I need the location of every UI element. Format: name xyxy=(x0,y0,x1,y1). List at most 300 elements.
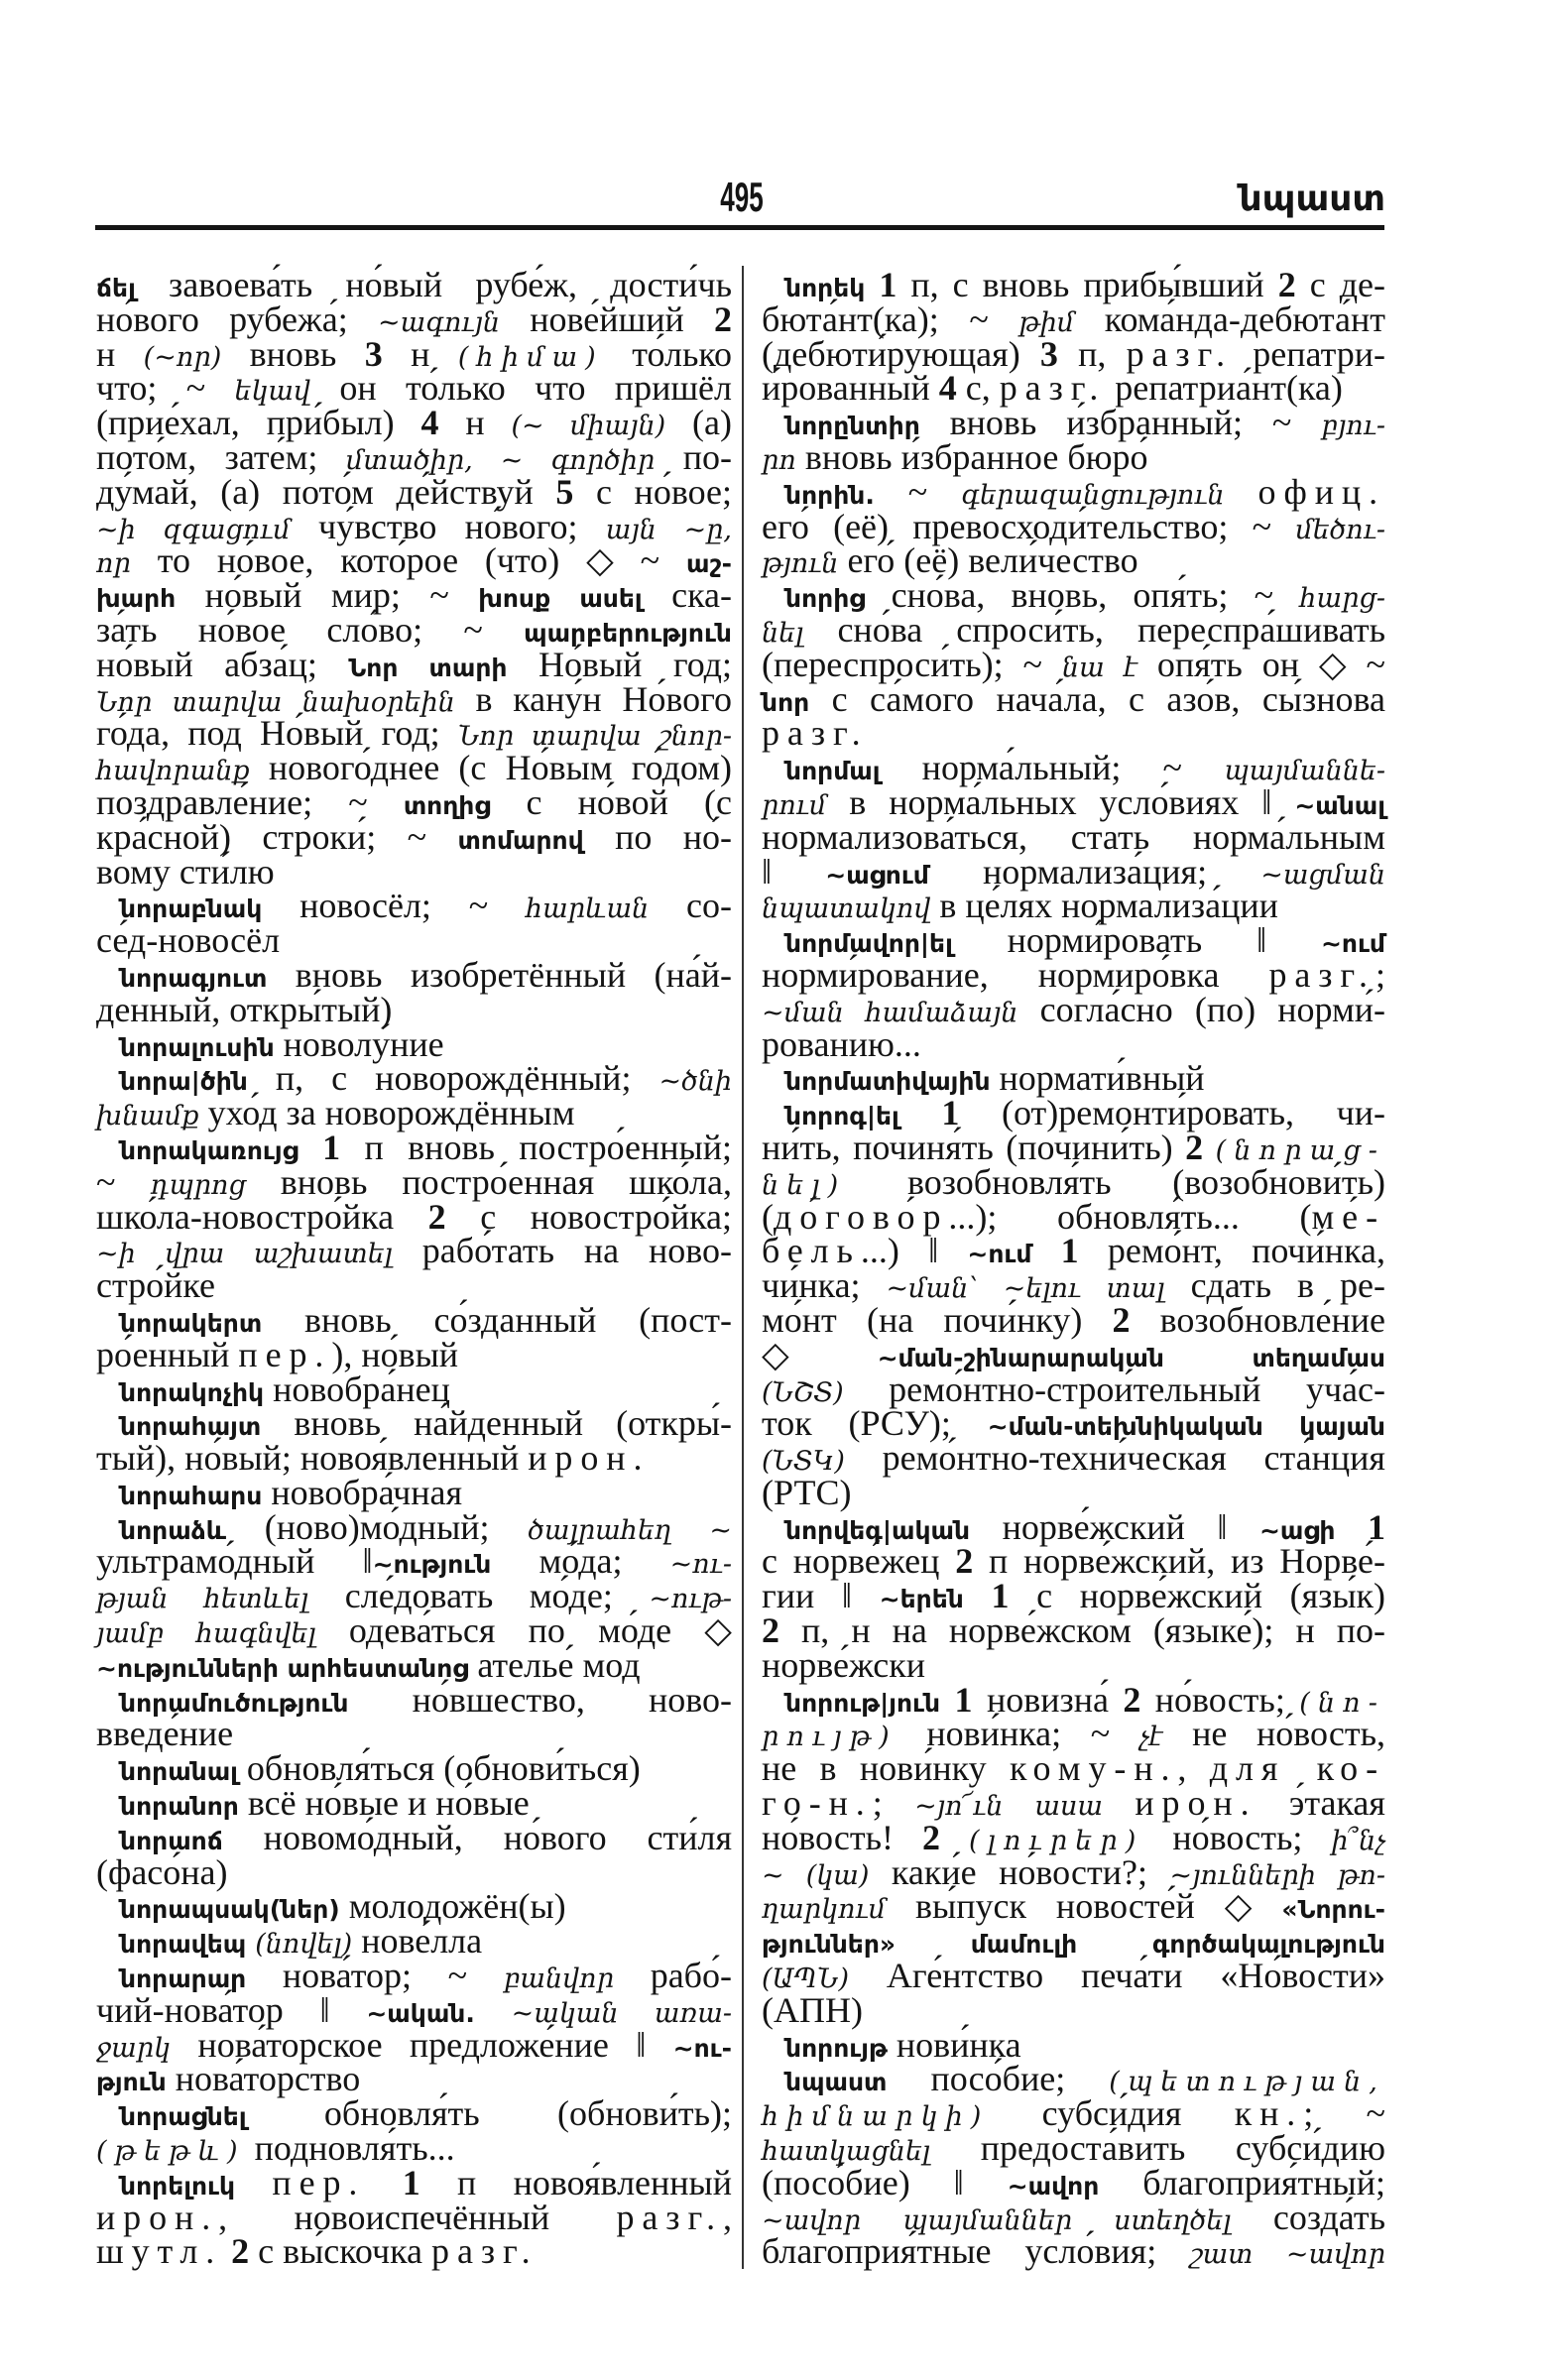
entry-line xyxy=(762,1368,1385,1409)
sense-number: 4 xyxy=(938,368,957,409)
usage-label: разг. xyxy=(762,713,869,754)
russian-translation: (дебюти́рующая) xyxy=(762,333,1040,374)
russian-translation: (РТС) xyxy=(762,1472,852,1512)
entry-line xyxy=(96,333,733,374)
entry-line-text xyxy=(762,1989,863,2030)
russian-translation: подновля́ть... xyxy=(245,2128,455,2169)
sense-number: 2 xyxy=(1185,1127,1204,1167)
entry-line xyxy=(762,920,1385,961)
entry-line xyxy=(762,678,1385,719)
entry-line xyxy=(96,1023,732,1064)
entry-line-text xyxy=(762,1541,1385,1582)
dictionary-entry xyxy=(762,403,1385,477)
entry-line-text xyxy=(762,368,1343,409)
russian-translation: в норма́льных усло́виях ‖ xyxy=(826,781,1295,822)
russian-translation: посо́бие; xyxy=(887,2059,1110,2099)
sense-number: 1 xyxy=(954,1679,973,1720)
entry-line xyxy=(762,2024,1385,2065)
russian-translation: гии ‖ xyxy=(762,1576,880,1616)
russian-translation: нове́лла xyxy=(352,1921,483,1962)
russian-translation: (от)ремонти́ровать, чи- xyxy=(959,1093,1385,1133)
armenian-example: այն ~ը, xyxy=(605,514,732,545)
bold-armenian-text: ~ավոր xyxy=(1007,2171,1100,2201)
russian-translation: се́д-новосёл xyxy=(96,920,281,961)
entry-line xyxy=(96,1334,732,1374)
headword: նորելուկ xyxy=(120,2171,236,2201)
armenian-example: ~ման՝ ~ելու տալ xyxy=(886,1273,1165,1305)
russian-translation: норми́ровать ‖ xyxy=(952,920,1321,961)
dictionary-entry xyxy=(762,1058,1385,1099)
russian-translation: по- xyxy=(655,436,733,477)
headword: նորեկ xyxy=(785,274,866,302)
armenian-example: հարևան xyxy=(525,893,650,925)
entry-line xyxy=(96,781,732,822)
russian-translation: мо́да; xyxy=(491,1541,670,1582)
entry-line xyxy=(762,1714,1385,1754)
entry-line xyxy=(96,1472,732,1512)
russian-translation: (АПН) xyxy=(762,1989,863,2030)
entry-line-text xyxy=(762,713,869,754)
russian-translation: ‖ xyxy=(762,851,826,892)
russian-translation: чи́нка; xyxy=(762,1265,887,1306)
entry-line xyxy=(96,1403,732,1444)
russian-translation: , xyxy=(1177,1748,1210,1789)
headword: նպաստ xyxy=(785,2068,888,2097)
russian-translation: репатриа́нт(ка) xyxy=(1106,368,1343,409)
sense-number: 1 xyxy=(1060,1231,1079,1271)
russian-translation: с но́вой (с xyxy=(490,781,732,822)
entry-line-text xyxy=(762,1644,925,1685)
armenian-example: րո xyxy=(762,444,796,476)
russian-translation: с но́вое; xyxy=(573,471,732,512)
entry-line-text xyxy=(120,1886,566,1928)
russian-translation: с новостро́йка; xyxy=(445,1196,733,1237)
dictionary-entry xyxy=(96,1403,732,1479)
russian-translation: ультрамо́дный ‖ xyxy=(96,1541,373,1582)
dictionary-entry xyxy=(96,886,732,961)
sense-number: 2 xyxy=(955,1541,974,1582)
armenian-example: ~ (կա) xyxy=(762,1859,870,1891)
entry-line-text xyxy=(96,1851,228,1892)
russian-translation: новизна́ xyxy=(972,1679,1124,1720)
russian-translation: что; ~ xyxy=(96,368,235,409)
entry-line xyxy=(762,1886,1385,1927)
armenian-example: ~ու- xyxy=(669,1549,732,1581)
russian-translation: вновь постро́енная шко́ла, xyxy=(245,1161,732,1202)
bold-armenian-text: ~ությունների արհեստանոց xyxy=(96,1653,469,1683)
page-number: 495 xyxy=(720,174,764,220)
headword: նորութ|յուն xyxy=(785,1688,941,1718)
russian-translation: Но́вый год; xyxy=(507,644,732,684)
dictionary-entry xyxy=(96,1679,732,1754)
russian-translation: новолу́ние xyxy=(274,1023,444,1064)
sense-number: 1 xyxy=(402,2162,420,2202)
armenian-example: ի՞նչ xyxy=(1331,1825,1386,1856)
headword: նորույթ xyxy=(785,2033,888,2063)
armenian-example: (ՆՇՏ) xyxy=(762,1376,844,1408)
russian-translation: нормализова́ться, стать норма́льным xyxy=(762,816,1385,857)
entry-line xyxy=(762,1403,1385,1444)
sense-number: 2 xyxy=(1112,1299,1131,1340)
armenian-example: ~ի վրա աշխատել xyxy=(96,1239,393,1270)
dictionary-entry xyxy=(96,1886,732,1927)
russian-translation: н xyxy=(96,333,144,374)
russian-translation: ...); обновля́ть... ( xyxy=(948,1196,1312,1237)
russian-translation: каки́е но́вости?; xyxy=(869,1851,1170,1892)
armenian-example: ջարկ xyxy=(96,2032,172,2064)
sense-number: 1 xyxy=(1368,1506,1385,1547)
russian-translation: нормализа́ция; xyxy=(928,851,1261,892)
entry-line xyxy=(762,1783,1385,1824)
armenian-note: (լուրեր) xyxy=(969,1825,1144,1856)
bold-armenian-text: աշ- xyxy=(686,549,732,579)
usage-label: кн. xyxy=(1234,2093,1304,2134)
headword: նորանոր xyxy=(120,1792,239,1822)
usage-label: кому-н. xyxy=(1009,1748,1178,1789)
entry-line xyxy=(762,781,1385,822)
dictionary-entry xyxy=(96,1817,732,1892)
russian-translation: но́вость; xyxy=(1140,1679,1300,1720)
entry-line xyxy=(762,2059,1385,2099)
russian-translation: п, xyxy=(1057,333,1127,374)
armenian-example: թիմ xyxy=(1018,306,1075,338)
dictionary-entry xyxy=(762,575,1385,754)
russian-translation: ...) ‖ xyxy=(860,1231,968,1271)
russian-translation: норма́льный; ~ xyxy=(880,748,1225,788)
russian-translation: нови́нка xyxy=(887,2024,1021,2065)
headword: նորոգ|ել xyxy=(785,1102,899,1131)
dictionary-entry xyxy=(96,1472,732,1512)
russian-translation: ни́ть, починя́ть (почини́ть) xyxy=(762,1127,1186,1167)
entry-line xyxy=(96,1299,732,1340)
headword: նորակերտ xyxy=(120,1308,263,1338)
armenian-example: թյան հետևել xyxy=(96,1584,309,1615)
armenian-example: մտածիր, ~ գործիր xyxy=(345,444,656,476)
entry-line xyxy=(96,851,732,892)
usage-label: до́гово́р xyxy=(774,1196,949,1237)
armenian-example: (ԱՊՆ) xyxy=(762,1964,849,1995)
entry-line xyxy=(762,1058,1385,1099)
russian-translation: за́ть но́вое сло́во; ~ xyxy=(96,609,525,650)
armenian-example: խնամք xyxy=(96,1101,199,1132)
entry-line xyxy=(762,2162,1385,2202)
entry-line-text xyxy=(762,1748,1385,1789)
russian-translation: вновь со́зданный (пост- xyxy=(262,1299,732,1340)
russian-translation: рабо́тать на ново- xyxy=(392,1231,732,1271)
headword: նորավեպ xyxy=(120,1930,247,1960)
entry-line xyxy=(96,1438,732,1479)
russian-translation: п новоя́вленный xyxy=(419,2162,732,2202)
dictionary-entry xyxy=(96,1783,732,1824)
headword: նորա|ծին xyxy=(120,1067,248,1097)
russian-translation: не но́вость, xyxy=(1162,1714,1385,1754)
entry-line-text xyxy=(96,1714,234,1754)
entry-line xyxy=(96,748,732,788)
russian-translation: завоева́ть но́вый рубе́ж, дости́чь xyxy=(135,265,732,304)
entry-line xyxy=(762,748,1385,788)
entry-line xyxy=(96,2162,732,2202)
headword: նորարար xyxy=(120,1964,247,1994)
dictionary-entry xyxy=(96,1299,732,1374)
bold-armenian-text: «Նորու- xyxy=(1281,1895,1385,1925)
entry-line xyxy=(762,1506,1385,1547)
russian-translation: со- xyxy=(649,886,732,926)
armenian-example: (~ միայն) xyxy=(511,411,666,442)
entry-line xyxy=(96,2231,732,2272)
bold-armenian-text: թյուն xyxy=(96,2068,167,2097)
armenian-example: ~յունների թո- xyxy=(1169,1859,1386,1891)
armenian-example: րում xyxy=(762,789,827,821)
entry-line xyxy=(762,1576,1386,1616)
column-divider xyxy=(742,266,744,2269)
bold-armenian-text: թյուններ» մամուլի գործակալություն xyxy=(762,1930,1385,1960)
usage-label: ирон. xyxy=(1135,1783,1257,1824)
entry-line-text xyxy=(96,1438,651,1479)
russian-translation: норве́жский ‖ xyxy=(970,1506,1259,1547)
entry-line xyxy=(96,886,732,926)
russian-translation: кра́сной) строки́; ~ xyxy=(96,816,458,857)
entry-line xyxy=(96,1921,732,1962)
bold-armenian-text: ~ացի xyxy=(1258,1515,1336,1545)
armenian-example: ~ագույն xyxy=(377,306,501,338)
russian-translation: с, xyxy=(956,368,1000,409)
armenian-example: ~ի զգացում xyxy=(96,514,291,545)
entry-line xyxy=(762,1817,1386,1857)
russian-translation: вому сти́лю xyxy=(96,851,275,892)
sense-number: 2 xyxy=(1123,1679,1141,1720)
armenian-example: նա է xyxy=(1061,652,1137,683)
sense-number: 1 xyxy=(879,265,897,304)
entry-line xyxy=(762,1851,1386,1892)
armenian-note: րույթ) xyxy=(762,1722,897,1753)
russian-translation: ухо́д за новорождённым xyxy=(198,1093,575,1133)
entry-line xyxy=(762,713,1385,754)
dictionary-entry xyxy=(762,1093,1385,1512)
usage-label: бель xyxy=(762,1231,861,1271)
entry-line xyxy=(96,1127,732,1167)
entry-line xyxy=(96,2197,732,2237)
russian-translation: но́вость! xyxy=(762,1817,923,1857)
entry-line xyxy=(762,2128,1385,2169)
russian-translation: новобра́чная xyxy=(262,1472,463,1512)
bold-armenian-text: պարբերություն xyxy=(524,618,732,648)
entry-line-text xyxy=(762,1023,921,1064)
russian-translation: норве́жски xyxy=(762,1644,925,1685)
russian-translation: но́вого рубежа́; xyxy=(96,298,378,339)
russian-translation: ро́енный xyxy=(96,1334,239,1374)
russian-translation: нова́торство xyxy=(166,2059,361,2099)
entry-line-text xyxy=(762,954,1385,995)
entry-line xyxy=(762,540,1385,581)
russian-translation: но́вость; xyxy=(1143,1817,1332,1857)
russian-translation: кома́нда-дебюта́нт xyxy=(1074,298,1385,339)
armenian-example: թյուն xyxy=(762,548,839,580)
entry-line xyxy=(96,1231,732,1271)
russian-translation: вновь и́збранный; ~ xyxy=(919,403,1322,443)
russian-translation: стро́йке xyxy=(96,1265,215,1306)
entry-line-text xyxy=(762,1472,852,1512)
entry-line-text xyxy=(96,2231,538,2272)
russian-translation: ( xyxy=(762,1196,774,1237)
russian-translation: ток (РСУ); xyxy=(762,1403,988,1444)
russian-translation: вы́пуск новосте́й ◇ xyxy=(886,1886,1282,1927)
russian-translation: сдать в ре- xyxy=(1164,1265,1385,1306)
armenian-example: չէ xyxy=(1138,1722,1163,1753)
dictionary-entry xyxy=(762,748,1385,926)
entry-line-text xyxy=(96,920,281,961)
russian-translation: ), но́вый xyxy=(331,1334,459,1374)
sense-number: 1 xyxy=(991,1576,1010,1616)
bold-armenian-text: նոր xyxy=(762,687,810,717)
russian-translation: с де- xyxy=(1295,265,1385,304)
bold-armenian-text: խոսք ասել xyxy=(478,584,643,614)
russian-translation: предоста́вить субси́дию xyxy=(930,2128,1385,2169)
russian-translation: субси́дия xyxy=(989,2093,1235,2134)
russian-translation: вновь изобретённый (на́й- xyxy=(267,954,732,995)
entry-line xyxy=(96,1714,732,1754)
entry-line xyxy=(96,1679,732,1720)
entry-line xyxy=(96,1265,732,1306)
russian-translation: с норве́жец xyxy=(762,1541,956,1582)
armenian-example: ղարկում xyxy=(762,1894,887,1926)
bold-armenian-text: ~ում xyxy=(967,1240,1032,1269)
armenian-note: (նորաց- xyxy=(1215,1134,1385,1166)
usage-label: разг. xyxy=(431,2231,538,2272)
entry-line-text xyxy=(762,1438,1385,1480)
bold-armenian-text: խարհ xyxy=(96,584,177,614)
sense-number: 2 xyxy=(1277,265,1296,304)
entry-line xyxy=(96,298,732,339)
armenian-note: (թեթև) xyxy=(96,2136,246,2168)
russian-translation: рованию... xyxy=(762,1023,921,1064)
entry-line xyxy=(762,1265,1385,1306)
usage-label: пер. xyxy=(238,1334,332,1374)
russian-translation: ремо́нт, почи́нка, xyxy=(1078,1231,1385,1271)
sense-number: 2 xyxy=(762,1610,779,1651)
russian-translation: го́да, под Но́вый год; xyxy=(96,713,458,754)
russian-translation: и́рованный xyxy=(762,368,939,409)
entry-line xyxy=(762,1023,1385,1064)
headword: նորահայտ xyxy=(120,1412,262,1442)
entry-line xyxy=(762,265,1385,304)
dictionary-entry xyxy=(762,920,1385,1064)
entry-line xyxy=(762,644,1385,684)
russian-translation: в це́лях нормализа́ции xyxy=(930,886,1278,926)
dictionary-entry xyxy=(96,1368,732,1409)
armenian-example: ~ական առա- xyxy=(511,1997,733,2029)
entry-line xyxy=(96,1610,732,1651)
armenian-example: Նոր տարվա շնոր- xyxy=(457,721,732,753)
entry-line xyxy=(762,2093,1385,2134)
entry-line xyxy=(762,816,1385,857)
entry-line xyxy=(96,1368,732,1409)
russian-translation: , xyxy=(723,2197,732,2237)
russian-translation: ~ xyxy=(874,471,962,512)
russian-translation: нови́нка; ~ xyxy=(897,1714,1139,1754)
russian-translation: ; xyxy=(1375,954,1385,995)
russian-translation: новосёл; ~ xyxy=(262,886,526,926)
armenian-note: (պետության, xyxy=(1109,2067,1385,2098)
russian-translation: чу́вство но́вого; xyxy=(290,506,606,546)
russian-translation: рабо́- xyxy=(614,1956,732,1996)
russian-translation: одева́ться по мо́де ◇ xyxy=(315,1610,732,1651)
russian-translation: но́вый мир; ~ xyxy=(176,575,479,616)
usage-label: разг. xyxy=(616,2197,723,2237)
entry-line-text xyxy=(96,1265,215,1306)
russian-translation: э́такая xyxy=(1256,1783,1385,1824)
headword: նորալուսին xyxy=(120,1032,275,1062)
headword: նորից xyxy=(785,584,866,614)
armenian-example: բանվոր xyxy=(503,1964,615,1995)
russian-translation: (посо́бие) ‖ xyxy=(762,2162,1008,2202)
russian-translation: с норве́жский (язы́к) xyxy=(1009,1576,1386,1616)
bold-armenian-text: ճել xyxy=(96,274,136,302)
bold-armenian-text: տոմարով xyxy=(457,825,584,855)
armenian-example: ~ավոր պայմաններ ստեղծել xyxy=(762,2204,1232,2236)
russian-translation: пото́м, зате́м; xyxy=(96,436,346,477)
russian-translation: ; ~ xyxy=(1303,2093,1385,2134)
russian-translation: но́вый абза́ц; xyxy=(96,644,349,684)
russian-translation: п вновь постро́енный; xyxy=(340,1127,732,1167)
headword: նորմատիվային xyxy=(785,1067,991,1097)
russian-translation: молодожён(ы) xyxy=(339,1886,566,1927)
entry-line-text xyxy=(96,471,732,512)
running-head: նպաստ xyxy=(1239,178,1385,219)
armenian-example: ~ութ- xyxy=(649,1584,732,1615)
russian-translation: нова́тор; ~ xyxy=(246,1956,504,1996)
bold-armenian-text: Նոր տարի xyxy=(348,653,508,682)
entry-line xyxy=(96,609,732,650)
entry-line xyxy=(762,1161,1385,1202)
sense-number: 1 xyxy=(941,1093,960,1133)
russian-translation: благоприя́тные усло́вия; xyxy=(762,2231,1191,2272)
headword: նորակառույց xyxy=(120,1135,299,1165)
usage-label: го-н. xyxy=(762,1783,873,1824)
entry-line xyxy=(96,540,732,581)
entry-line xyxy=(96,368,732,409)
russian-translation: бюта́нт(ка); ~ xyxy=(762,298,1019,339)
entry-line xyxy=(762,1956,1385,1996)
russian-translation: нова́торское предложе́ние ‖ xyxy=(171,2024,673,2065)
entry-line xyxy=(762,1989,1385,2030)
russian-translation: п норве́жский, из Норве́- xyxy=(973,1541,1385,1582)
dictionary-entry xyxy=(96,1506,732,1685)
bold-armenian-text: ~ություն xyxy=(372,1550,492,1580)
russian-translation: его́ (её) вели́чество xyxy=(838,540,1138,581)
russian-translation: благоприя́тный; xyxy=(1099,2162,1385,2202)
russian-translation: нове́йший xyxy=(500,298,714,339)
russian-translation: сле́довать мо́де; xyxy=(308,1576,650,1616)
russian-translation: мо́нт (на почи́нку) xyxy=(762,1299,1113,1340)
entry-line xyxy=(762,333,1385,374)
entry-line xyxy=(762,471,1386,512)
russian-translation: ремо́нтно-техни́ческая ста́нция xyxy=(844,1438,1385,1479)
dictionary-entry xyxy=(96,2093,732,2169)
russian-translation: п, н на норве́жском (языке́); н по- xyxy=(779,1610,1385,1651)
entry-line xyxy=(762,954,1385,995)
entry-line xyxy=(762,436,1385,477)
russian-translation: введе́ние xyxy=(96,1714,234,1754)
headword: նորվեգ|ական xyxy=(785,1515,971,1545)
armenian-example: ծայրահեղ ~ xyxy=(528,1514,732,1546)
entry-line xyxy=(96,713,732,754)
russian-translation: обновля́ться (обнови́ться) xyxy=(237,1748,641,1789)
entry-line xyxy=(762,368,1385,409)
armenian-note: (նո- xyxy=(1299,1687,1385,1719)
armenian-example: շատ ~ավոր xyxy=(1190,2239,1385,2271)
armenian-example: (~որ) xyxy=(143,341,222,373)
headword: նորմավոր|ել xyxy=(785,929,953,959)
